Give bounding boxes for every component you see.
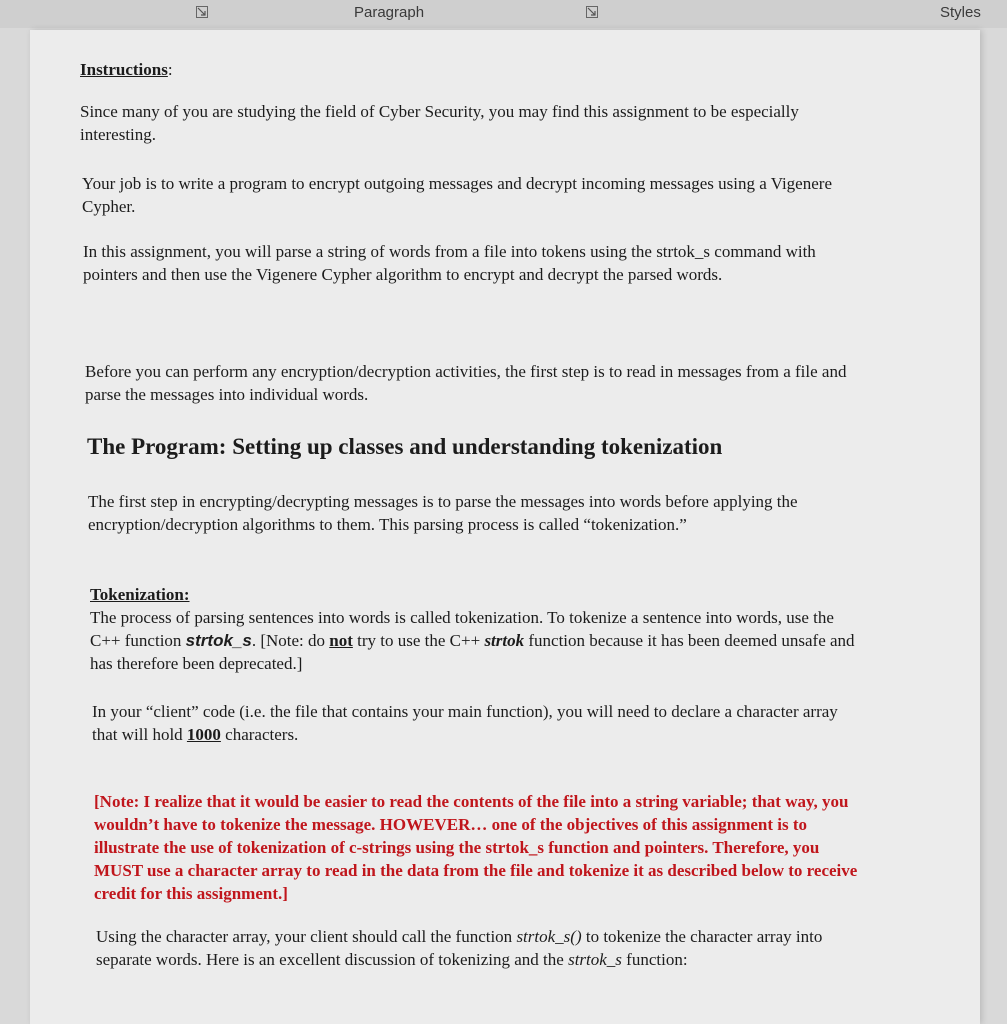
paragraph-tokenization: The process of parsing sentences into words is called tokenization. To tokenize a sentence into words, use the C++ function strtok_s. [Note: do not try to use the C++ strtok function because it has been deemed unsafe and has therefore been deprecated.] <box>90 608 855 673</box>
paragraph-character-array: Using the character array, your client should call the function strtok_s() to tokenize the character array into separate words. Here is an excellent discussion of tokenizing and the strtok_s function: <box>96 927 823 969</box>
paragraph-before: Before you can perform any encryption/decryption activities, the first step is to read in messages from a file and parse the messages into individual words. <box>85 362 847 404</box>
ribbon-bar <box>0 0 1007 28</box>
note-red: [Note: I realize that it would be easier to read the contents of the file into a string variable; that way, you wouldn’t have to tokenize the message. HOWEVER… one of the objectives of this assignment is to illustrate the use of tokenization of c-strings using the strtok_s function and pointers. Therefore, you MUST use a character array to read in the data from the file and tokenize it as described below to receive credit for this assignment.] <box>94 792 858 903</box>
document-page[interactable] <box>30 30 980 1024</box>
paragraph-assignment: In this assignment, you will parse a string of words from a file into tokens using the strtok_s command with pointers and then use the Vigenere Cypher algorithm to encrypt and decrypt the parsed words. <box>83 242 816 284</box>
paragraph-job: Your job is to write a program to encrypt outgoing messages and decrypt incoming messages using a Vigenere Cypher. <box>82 174 832 216</box>
instructions-heading: Instructions: <box>80 60 173 79</box>
paragraph-client-code: In your “client” code (i.e. the file that contains your main function), you will need to declare a character array that will hold 1000 characters. <box>92 702 838 744</box>
tokenization-heading: Tokenization: <box>90 585 190 604</box>
paragraph-dialog-launcher-icon[interactable] <box>586 6 598 18</box>
styles-group-label: Styles <box>940 4 981 21</box>
paragraph-intro: Since many of you are studying the field of Cyber Security, you may find this assignment to be especially interesting. <box>80 102 799 144</box>
font-dialog-launcher-icon[interactable] <box>196 6 208 18</box>
paragraph-group-label: Paragraph <box>354 4 425 21</box>
heading-the-program: The Program: Setting up classes and understanding tokenization <box>87 434 723 459</box>
paragraph-first-step: The first step in encrypting/decrypting messages is to parse the messages into words before applying the encryption/decryption algorithms to them. This parsing process is called “tokenization.” <box>88 492 798 534</box>
